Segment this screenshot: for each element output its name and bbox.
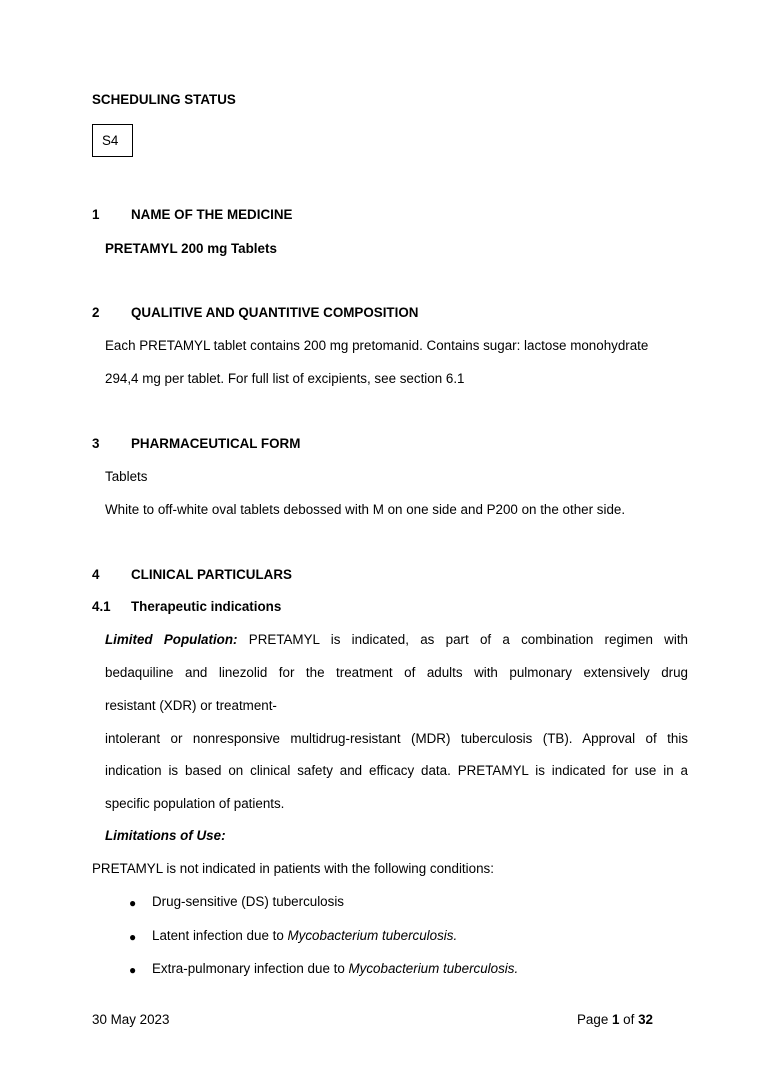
tablet-description: White to off-white oval tablets debossed with M on one side and P200 on the other side. — [105, 502, 626, 517]
limitations-of-use-label — [105, 828, 226, 843]
list-item — [152, 961, 518, 976]
footer-page-number — [577, 1012, 653, 1027]
section-1-heading: NAME OF THE MEDICINE — [131, 207, 293, 222]
list-item — [152, 928, 457, 943]
indication-line-4 — [105, 731, 688, 746]
footer-date: 30 May 2023 — [92, 1012, 170, 1027]
indication-line-6: specific population of patients. — [105, 796, 285, 811]
section-2-heading: QUALITIVE AND QUANTITIVE COMPOSITION — [131, 305, 419, 320]
not-indicated-intro: PRETAMYL is not indicated in patients with the following conditions: — [92, 861, 494, 876]
list-item-italic: Mycobacterium tuberculosis. — [287, 928, 458, 943]
pharmaceutical-form: Tablets — [105, 469, 148, 484]
list-item-text: Drug-sensitive (DS) tuberculosis — [152, 894, 344, 909]
page-total: 32 — [638, 1012, 653, 1027]
bullet-icon: ● — [129, 896, 137, 910]
section-2-number: 2 — [92, 305, 100, 320]
limited-population-label: Limited Population: — [105, 632, 238, 647]
section-4-1-heading: Therapeutic indications — [131, 599, 282, 614]
product-name: PRETAMYL 200 mg Tablets — [105, 241, 277, 256]
indication-line-5 — [105, 763, 688, 778]
list-item-text: Latent infection due to — [152, 928, 288, 943]
indication-line-1 — [105, 632, 688, 647]
indication-line-2 — [105, 665, 688, 680]
section-4-1-number: 4.1 — [92, 599, 111, 614]
indication-text-2: bedaquiline and linezolid for the treatment of adults with pulmonary extensively drug — [105, 665, 688, 680]
indication-line-3: resistant (XDR) or treatment- — [105, 698, 277, 713]
indication-text-5: indication is based on clinical safety and efficacy data. PRETAMYL is indicated for use in a — [105, 763, 688, 778]
section-3-heading: PHARMACEUTICAL FORM — [131, 436, 301, 451]
bullet-icon: ● — [129, 963, 137, 977]
list-item-italic: Mycobacterium tuberculosis. — [348, 961, 519, 976]
section-4-number: 4 — [92, 567, 100, 582]
scheduling-status-box — [92, 124, 133, 157]
bullet-icon: ● — [129, 930, 137, 944]
composition-line-1: Each PRETAMYL tablet contains 200 mg pretomanid. Contains sugar: lactose monohydrate — [105, 338, 649, 353]
page-current: 1 — [612, 1012, 620, 1027]
section-1-number: 1 — [92, 207, 100, 222]
page-label: Page — [577, 1012, 612, 1027]
scheduling-status-value: S4 — [102, 133, 119, 148]
indication-text-1: PRETAMYL is indicated, as part of a combination regimen with — [248, 632, 689, 647]
composition-line-2: 294,4 mg per tablet. For full list of excipients, see section 6.1 — [105, 371, 465, 386]
indication-text-4: intolerant or nonresponsive multidrug-resistant (MDR) tuberculosis (TB). Approval of this — [105, 731, 688, 746]
section-3-number: 3 — [92, 436, 100, 451]
section-4-heading: CLINICAL PARTICULARS — [131, 567, 292, 582]
list-item — [152, 894, 344, 909]
list-item-text: Extra-pulmonary infection due to — [152, 961, 349, 976]
limitations-of-use-text: Limitations of Use: — [105, 828, 226, 843]
scheduling-status-heading: SCHEDULING STATUS — [92, 92, 236, 107]
page-of: of — [619, 1012, 639, 1027]
